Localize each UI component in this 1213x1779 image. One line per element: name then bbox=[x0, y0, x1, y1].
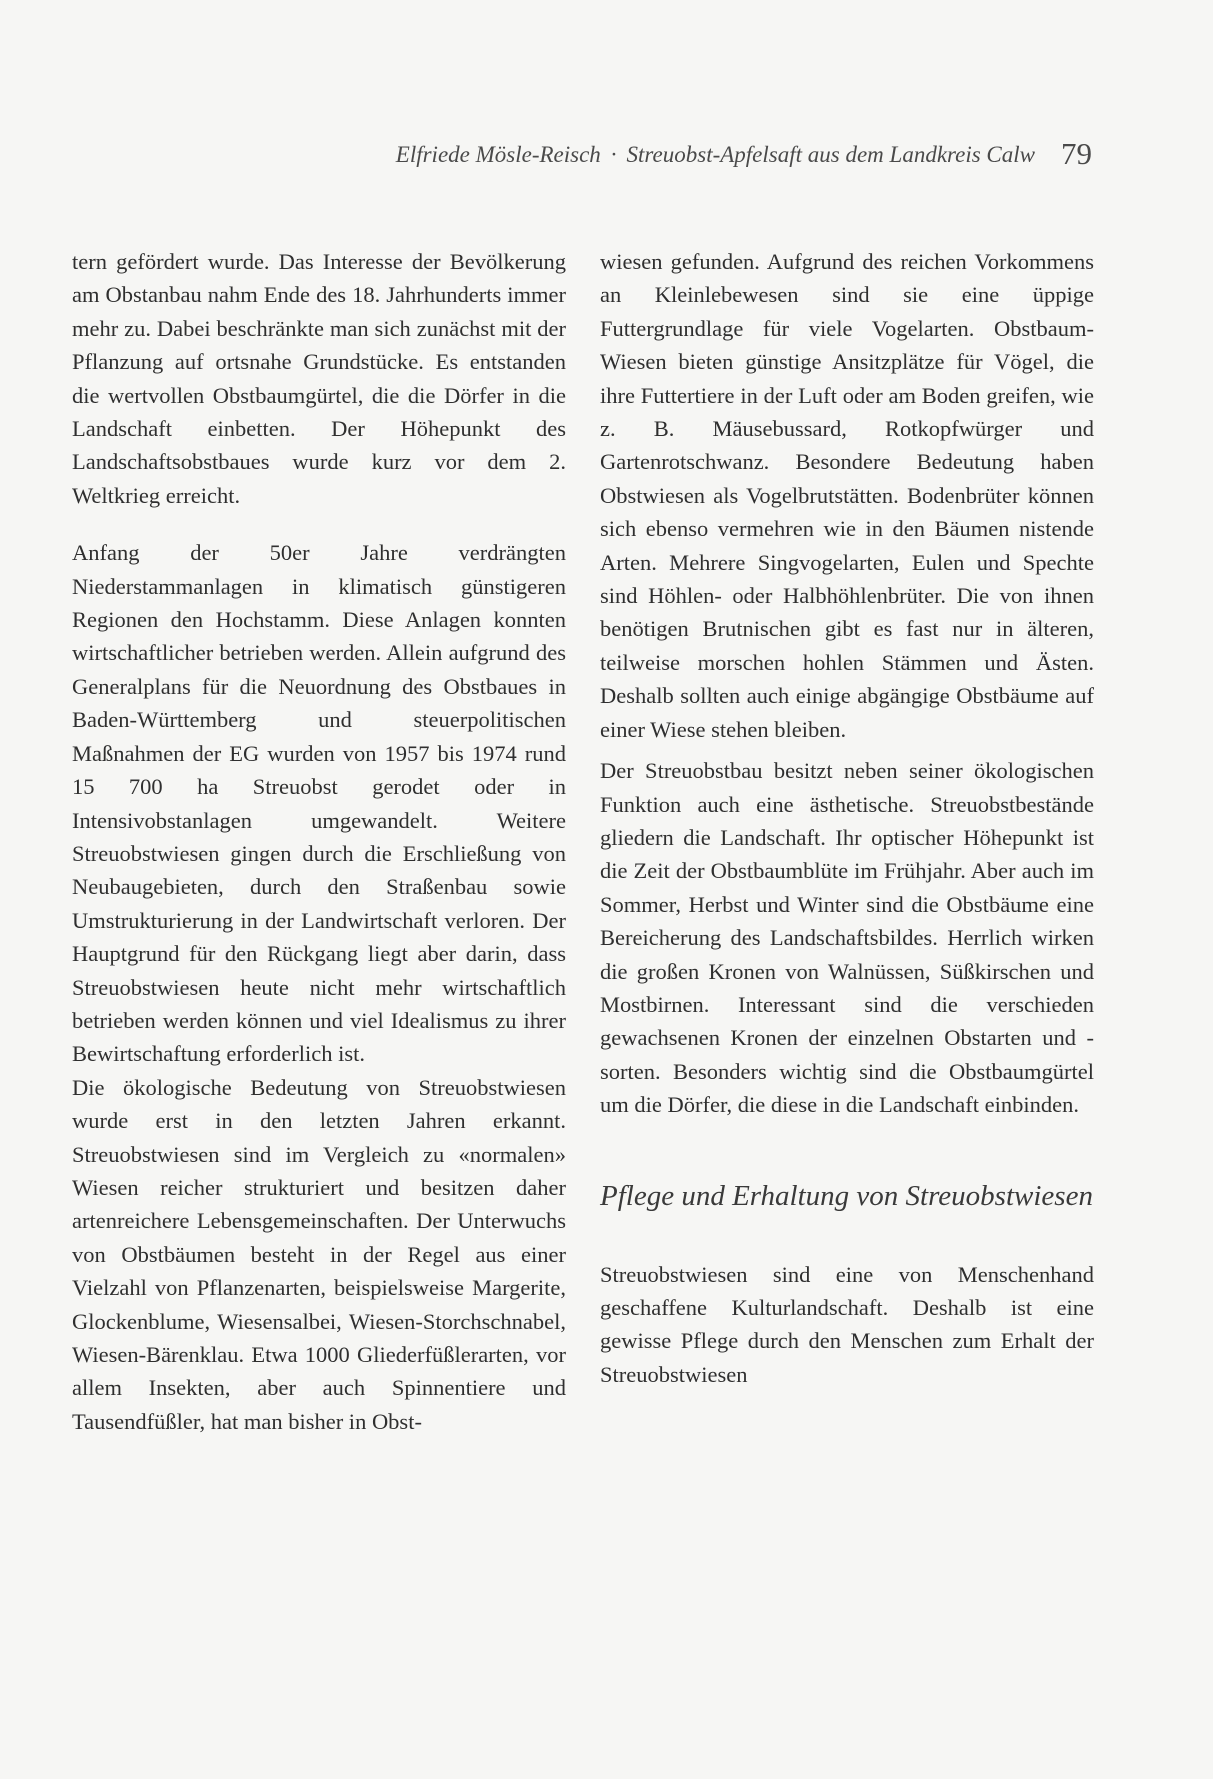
right-column bbox=[600, 245, 1094, 1391]
left-column bbox=[72, 245, 566, 1438]
paragraph: Der Streuobstbau besitzt neben seiner ökologischen Funktion auch eine ästhetische. Streuobstbestände gliedern die Landschaft. Ihr optischer Höhepunkt ist die Zeit der Obstbaumblüte im Frühjahr. Aber auch im Sommer, Herbst und Winter sind die Obstbäume eine Bereicherung des Landschaftsbildes. Herrlich wirken die großen Kronen von Walnüssen, Süßkirschen und Mostbirnen. Interessant sind die verschieden gewachsenen Kronen der einzelnen Obstarten und -sorten. Besonders wichtig sind die Obstbaumgürtel um die Dörfer, die diese in die Landschaft einbinden. bbox=[600, 758, 1094, 1118]
paragraph: tern gefördert wurde. Das Interesse der Bevölkerung am Obstanbau nahm Ende des 18. Jahrhunderts immer mehr zu. Dabei beschränkte man sich zunächst mit der Pflanzung auf ortsnahe Grundstücke. Es entstanden die wertvollen Obstbaumgürtel, die die Dörfer in die Landschaft einbetten. Der Höhepunkt des Landschaftsobstbaues wurde kurz vor dem 2. Weltkrieg erreicht. bbox=[72, 249, 566, 508]
paragraph: wiesen gefunden. Aufgrund des reichen Vorkommens an Kleinlebewesen sind sie eine üppige Futtergrundlage für viele Vogelarten. Obstbaum-Wiesen bieten günstige Ansitzplätze für Vögel, die ihre Futtertiere in der Luft oder am Boden greifen, wie z. B. Mäusebussard, Rotkopfwürger und Gartenrotschwanz. Besondere Bedeutung haben Obstwiesen als Vogelbrutstätten. Bodenbrüter können sich ebenso vermehren wie in den Bäumen nistende Arten. Mehrere Singvogelarten, Eulen und Spechte sind Höhlen- oder Halbhöhlenbrüter. Die von ihnen benötigen Brutnischen gibt es fast nur in älteren, teilweise morschen hohlen Stämmen und Ästen. Deshalb sollten auch einige abgängige Obstbäume auf einer Wiese stehen bleiben. bbox=[600, 249, 1094, 742]
paragraph: Anfang der 50er Jahre verdrängten Niederstammanlagen in klimatisch günstigeren Regionen den Hochstamm. Diese Anlagen konnten wirtschaftlicher betrieben werden. Allein aufgrund des Generalplans für die Neuordnung des Obstbaues in Baden-Württemberg und steuerpolitischen Maßnahmen der EG wurden von 1957 bis 1974 rund 15 700 ha Streuobst gerodet oder in Intensivobstanlagen umgewandelt. Weitere Streuobstwiesen gingen durch die Erschließung von Neubaugebieten, durch den Straßenbau sowie Umstrukturierung in der Landwirtschaft verloren. Der Hauptgrund für den Rückgang liegt aber darin, dass Streuobstwiesen heute nicht mehr wirtschaftlich betrieben werden können und viel Idealismus zu ihrer Bewirtschaftung erforderlich ist. bbox=[72, 540, 566, 1067]
paragraph: Die ökologische Bedeutung von Streuobstwiesen wurde erst in den letzten Jahren erkannt. Streuobstwiesen sind im Vergleich zu «normalen» Wiesen reicher strukturiert und besitzen daher artenreichere Lebensgemeinschaften. Der Unterwuchs von Obstbäumen besteht in der Regel aus einer Vielzahl von Pflanzenarten, beispielsweise Margerite, Glockenblume, Wiesensalbei, Wiesen-Storchschnabel, Wiesen-Bärenklau. Etwa 1000 Gliederfüßlerarten, vor allem Insekten, aber auch Spinnentiere und Tausendfüßler, hat man bisher in Obst- bbox=[72, 1074, 566, 1434]
header-author: Elfriede Mösle-Reisch bbox=[395, 142, 601, 167]
header-separator: · bbox=[610, 142, 617, 167]
header-title: Streuobst-Apfelsaft aus dem Landkreis Calw bbox=[626, 142, 1035, 167]
section-heading: Pflege und Erhaltung von Streuobstwiesen bbox=[600, 1179, 1093, 1212]
page-number: 79 bbox=[1061, 136, 1092, 171]
running-header bbox=[72, 136, 1092, 172]
paragraph: Streuobstwiesen sind eine von Menschenhand geschaffene Kulturlandschaft. Deshalb ist eine gewisse Pflege durch den Menschen zum Erhalt der Streuobstwiesen bbox=[600, 1261, 1094, 1387]
